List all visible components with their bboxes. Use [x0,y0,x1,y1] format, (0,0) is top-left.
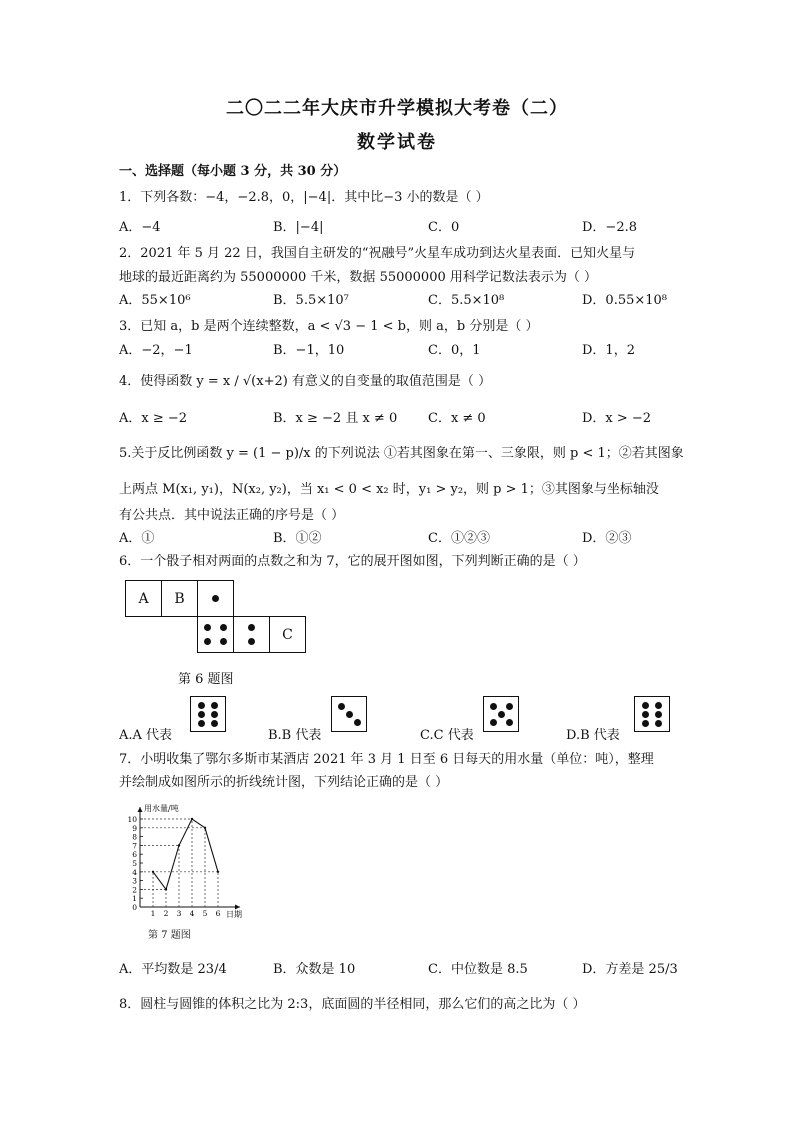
q7-option-b: B．众数是 10 [273,962,356,977]
x-tick-label: 3 [176,909,182,918]
pip [642,711,649,718]
page-title: 二〇二二年大庆市升学模拟大考卷（二） [226,98,568,119]
y-tick-label: 7 [132,841,137,851]
pip [655,720,662,727]
pip [248,624,255,631]
q5-option-a: A．① [119,531,155,546]
q4-stem: 4．使得函数 y = x / √(x+2) 有意义的自变量的取值范围是（ ） [119,374,492,389]
y-axis-label: 用水量/吨 [144,804,179,813]
y-tick-label: 8 [132,832,137,842]
x-tick-label: 5 [202,909,208,918]
q4-option-b: B．x ≥ −2 且 x ≠ 0 [273,411,398,426]
q4-option-c: C．x ≠ 0 [428,411,486,426]
y-tick-label: 2 [132,885,137,895]
pip [346,711,353,718]
q7-option-d: D．方差是 25/3 [582,962,678,977]
pip [220,624,227,631]
data-point [191,818,193,820]
pip [655,702,662,709]
net-cell-b: B [161,580,198,617]
pip [198,720,205,727]
pip [220,638,227,645]
y-axis-arrow [138,807,143,812]
pip [655,711,662,718]
y-tick-label: 5 [132,859,137,868]
pip [642,702,649,709]
pip [490,703,497,710]
q1-option-d: D．−2.8 [582,220,637,235]
q2-option-c: C．5.5×10⁸ [428,293,505,308]
pip [248,638,255,645]
q8-stem: 8．圆柱与圆锥的体积之比为 2:3，底面圆的半径相同，那么它们的高之比为（ ） [119,997,586,1012]
q7-stem-line1: 7．小明收集了鄂尔多斯市某酒店 2021 年 3 月 1 日至 6 日每天的用水量（单位：吨），整理 [119,752,654,767]
q5-stem-line2: 上两点 M(x₁, y₁)，N(x₂, y₂)，当 x₁ < 0 < x₂ 时，y₁ > y₂，则 p > 1；③其图象与坐标轴没 [119,482,659,497]
y-tick-label: 3 [132,876,137,886]
q3-option-d: D．1，2 [582,343,635,358]
y-tick-label: 6 [132,850,137,860]
q3-option-a: A．−2，−1 [119,343,193,358]
q1-stem: 1．下列各数：−4，−2.8，0，|−4|．其中比−3 小的数是（ ） [119,190,489,205]
pip [506,719,513,726]
q4-option-d: D．x > −2 [582,411,652,426]
x-tick-label: 6 [215,909,221,918]
y-tick-label: 4 [132,867,137,877]
x-tick-label: 4 [189,909,195,918]
q2-stem-line2: 地球的最近距离约为 55000000 千米，数据 55000000 用科学记数法表示为（ ） [119,270,597,285]
x-axis-label: 日期 [226,910,242,919]
page-subtitle: 数学试卷 [357,132,437,153]
y-tick-label: 1 [132,894,137,904]
pip [354,719,361,726]
die-six-icon [634,696,670,732]
section-heading: 一、选择题（每小题 3 分，共 30 分） [119,164,347,179]
pip [204,624,211,631]
pip [204,638,211,645]
pip [212,595,219,602]
x-tick-label: 1 [150,909,156,918]
pip [211,720,218,727]
pip [338,703,345,710]
q6-stem: 6．一个骰子相对两面的点数之和为 7，它的展开图如图，下列判断正确的是（ ） [119,554,586,569]
x-axis-arrow [235,905,240,910]
data-point [165,888,167,890]
die-three-icon [331,696,367,732]
data-point [204,827,206,829]
q5-stem-line1: 5.关于反比例函数 y = (1 − p)/x 的下列说法 ①若其图象在第一、三象限，则 p < 1；②若其图象 [119,446,684,461]
q2-option-d: D．0.55×10⁸ [582,293,668,308]
q1-option-c: C．0 [428,220,460,235]
pip [490,719,497,726]
pip [642,720,649,727]
q3-stem: 3．已知 a，b 是两个连续整数，a < √3 − 1 < b，则 a，b 分别是（ ） [119,319,539,334]
data-point [178,844,180,846]
pip [198,711,205,718]
y-tick-label: 0 [132,903,137,912]
q1-option-a: A．−4 [119,220,161,235]
water-usage-line-chart [118,795,258,925]
net-cell-two-dots [233,616,270,653]
q7-option-a: A．平均数是 23/4 [119,962,227,977]
pip [198,702,205,709]
y-tick-label: 9 [132,823,137,833]
pip [506,703,513,710]
net-cell-four-dots [197,616,234,653]
q5-stem-line3: 有公共点．其中说法正确的序号是（ ） [119,508,345,523]
net-cell-one-dot [197,580,234,617]
q6-option-b: B.B 代表 [268,728,322,743]
q6-figure-caption: 第 6 题图 [178,672,234,687]
pip [211,711,218,718]
net-cell-c: C [269,616,306,653]
q5-option-d: D．②③ [582,531,632,546]
q3-option-c: C．0，1 [428,343,481,358]
q2-stem-line1: 2．2021 年 5 月 22 日，我国自主研发的“祝融号”火星车成功到达火星表面．已知火星与 [119,246,636,261]
q7-figure-caption: 第 7 题图 [148,930,191,941]
q2-option-a: A．55×10⁶ [119,293,191,308]
q1-option-b: B．|−4| [273,220,324,235]
q5-option-b: B．①② [273,531,322,546]
die-six-icon [190,696,226,732]
data-point [217,871,219,873]
series-line [153,819,218,889]
net-cell-a: A [125,580,162,617]
q5-option-c: C．①②③ [428,531,490,546]
pip [498,711,505,718]
q2-option-b: B．5.5×10⁷ [273,293,349,308]
y-tick-label: 10 [127,815,137,824]
q6-option-c: C.C 代表 [420,728,474,743]
q3-option-b: B．−1，10 [273,343,345,358]
q6-option-d: D.B 代表 [566,728,620,743]
pip [211,702,218,709]
q7-option-c: C．中位数是 8.5 [428,962,528,977]
die-five-icon [483,696,519,732]
q4-option-a: A．x ≥ −2 [119,411,188,426]
x-tick-label: 2 [163,909,169,918]
data-point [152,871,154,873]
q7-stem-line2: 并绘制成如图所示的折线统计图，下列结论正确的是（ ） [119,775,449,790]
q6-option-a: A.A 代表 [119,728,173,743]
